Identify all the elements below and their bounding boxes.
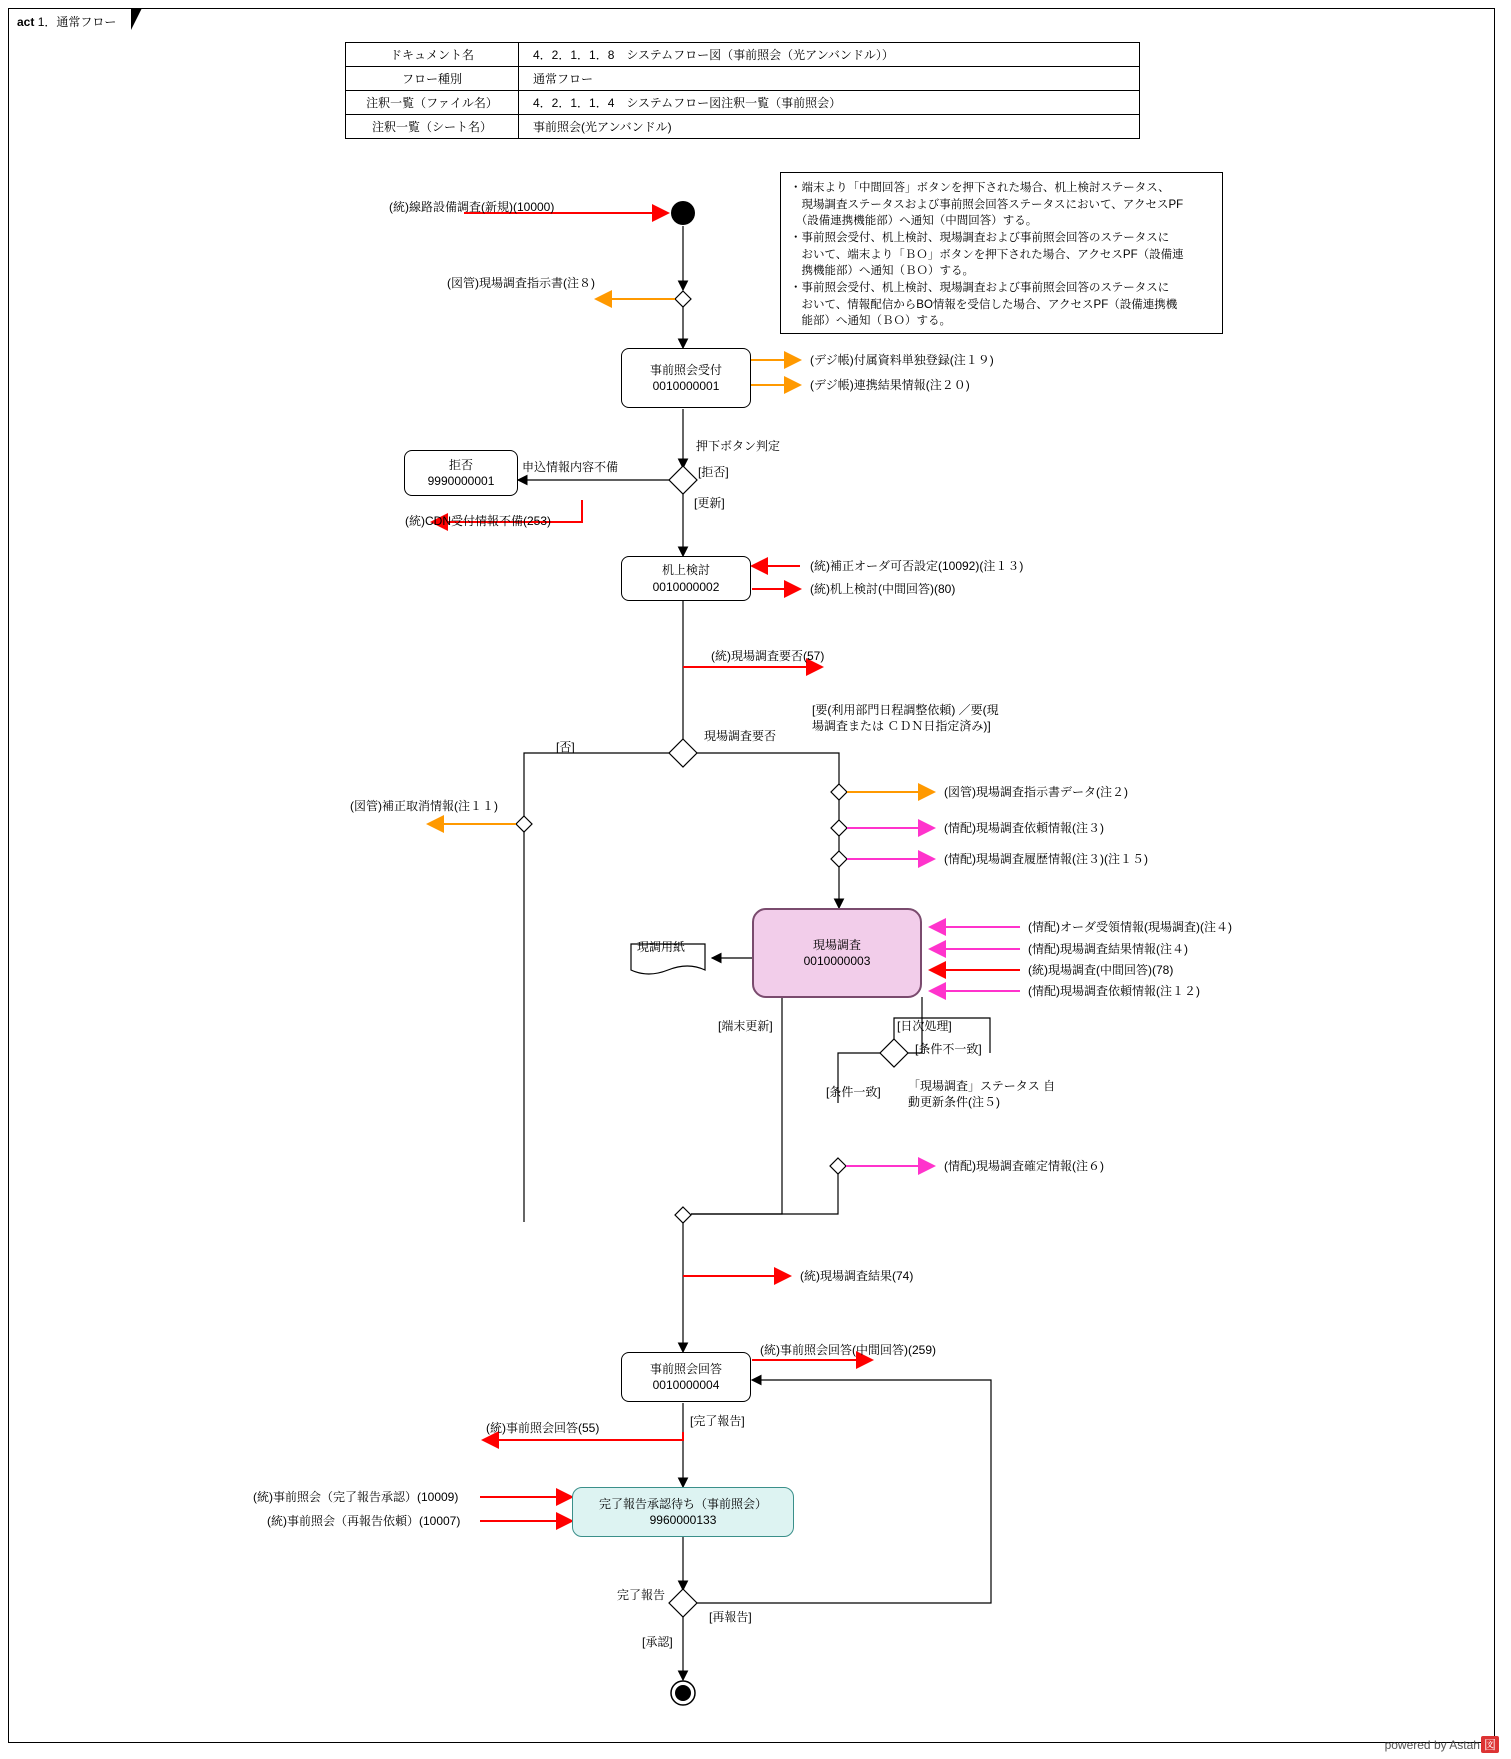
junction-history-info [831, 851, 847, 867]
label-guard-completion-report: [完了報告] [690, 1414, 745, 1428]
decision-auto-update [880, 1039, 908, 1067]
decision-button [669, 466, 697, 494]
state-reject[interactable] [404, 450, 518, 496]
doc-name-key: ドキュメント名 [346, 43, 519, 67]
state-reject-id: 9990000001 [427, 474, 495, 488]
label-re-report-request: (統)事前照会（再報告依頼）(10007) [267, 1514, 461, 1528]
astah-badge: 図 [1481, 1736, 1499, 1753]
label-completion-report: 完了報告 [617, 1588, 666, 1602]
label-pre-answer-55: (統)事前照会回答(55) [486, 1421, 600, 1435]
note-sheet-key: 注釈一覧（シート名） [346, 115, 519, 139]
label-field-result: (統)現場調査結果(74) [800, 1269, 914, 1283]
astah-credit [1385, 1736, 1499, 1753]
label-field-need-decision: 現場調査要否 [704, 729, 777, 743]
junction-confirm-info [830, 1158, 846, 1174]
label-digi-attached: (デジ帳)付属資料単独登録(注１９) [810, 353, 994, 367]
state-acceptance-name: 事前照会受付 [649, 362, 722, 377]
junction-instruction-data [831, 784, 847, 800]
label-guard-reject: [拒否] [698, 465, 729, 479]
state-pre-answer-name: 事前照会回答 [649, 1361, 722, 1376]
state-desk-review[interactable] [621, 556, 751, 601]
label-start-trigger: (統)線路設備調査(新規)(10000) [389, 200, 555, 214]
label-pre-answer-interim: (統)事前照会回答(中間回答)(259) [760, 1343, 936, 1357]
state-completion-wait[interactable] [572, 1487, 794, 1537]
label-cond-mismatch: [条件不一致] [915, 1042, 982, 1056]
state-field-survey-id: 0010000003 [803, 954, 871, 968]
label-instruction-data: (図管)現場調査指示書データ(注２) [944, 785, 1128, 799]
label-drawing-instruction: (図管)現場調査指示書(注８) [447, 276, 595, 290]
label-field-need-signal: (統)現場調査要否(57) [711, 649, 825, 663]
state-acceptance[interactable] [621, 348, 751, 408]
note-file-value: 4．2．1．1．4 システムフロー図注釈一覧（事前照会） [519, 91, 1140, 115]
label-completion-approve: (統)事前照会（完了報告承認）(10009) [253, 1490, 459, 1504]
junction-correction-cancel [516, 816, 532, 832]
note-sheet-value: 事前照会(光アンバンドル) [519, 115, 1140, 139]
note-line: おいて、端末より「ＢＯ」ボタンを押下された場合、アクセスPF（設備連 [790, 248, 1184, 261]
label-desk-interim: (統)机上検討(中間回答)(80) [810, 582, 956, 596]
diagram-tab-prefix: act [17, 15, 35, 29]
label-button-decision: 押下ボタン判定 [696, 439, 781, 453]
label-field-interim: (統)現場調査(中間回答)(78) [1028, 963, 1174, 977]
note-line: おいて、情報配信からBO情報を受信した場合、アクセスPF（設備連携機 [790, 298, 1178, 311]
flow-type-key: フロー種別 [346, 67, 519, 91]
state-field-survey[interactable] [752, 908, 922, 998]
note-file-key: 注釈一覧（ファイル名） [346, 91, 519, 115]
diagram-tab-name: 1．通常フロー [37, 15, 117, 29]
label-history-info: (情配)現場調査履歴情報(注３)(注１５) [944, 852, 1148, 866]
flow-type-value: 通常フロー [519, 67, 1140, 91]
label-guard-no: [否] [556, 740, 575, 754]
label-guard-re-report: [再報告] [709, 1610, 752, 1624]
label-request-info2: (情配)現場調査依頼情報(注１２) [1028, 984, 1200, 998]
diagram-tab[interactable] [8, 8, 148, 36]
junction-request-info [831, 820, 847, 836]
decision-field-survey-need [669, 739, 697, 767]
state-pre-answer-id: 0010000004 [652, 1378, 720, 1392]
label-digi-result: (デジ帳)連携結果情報(注２０) [810, 378, 970, 392]
merge-node [675, 1207, 691, 1223]
label-cdn-incomplete: (統)CDN受付情報不備(253) [405, 514, 552, 528]
state-acceptance-id: 0010000001 [652, 379, 720, 393]
label-apply-incomplete: 申込情報内容不備 [522, 460, 619, 474]
label-request-info: (情配)現場調査依頼情報(注３) [944, 821, 1104, 835]
state-desk-review-id: 0010000002 [652, 579, 720, 594]
label-terminal-update: [端末更新] [718, 1019, 773, 1033]
label-auto-update-cond: 「現場調査」ステータス 自動更新条件(注５) [908, 1079, 1056, 1110]
state-completion-wait-name: 完了報告承認待ち（事前照会） [598, 1496, 767, 1511]
state-field-survey-name: 現場調査 [812, 937, 861, 952]
label-correction-order: (統)補正オーダ可否設定(10092)(注１３) [810, 559, 1024, 573]
label-guard-update: [更新] [694, 496, 725, 510]
note-line: （設備連携機能部）へ通知（中間回答）する。 [790, 215, 1038, 228]
state-completion-wait-id: 9960000133 [649, 1513, 717, 1527]
junction-1 [675, 291, 691, 307]
decision-completion-report [669, 1589, 697, 1617]
doc-name-value: 4．2．1．1．8 システムフロー図（事前照会（光アンバンドル）） [519, 43, 1140, 67]
label-cond-match: [条件一致] [826, 1085, 881, 1099]
document-label: 現調用紙 [637, 940, 686, 954]
state-reject-name: 拒否 [448, 457, 473, 472]
label-guard-yes: [要(利用部門日程調整依頼) ／要(現場調査または ＣＤＮ日指定済み)] [812, 703, 999, 734]
state-desk-review-name: 机上検討 [661, 563, 710, 578]
note-line: ・事前照会受付、机上検討、現場調査および事前照会回答のステータスに [790, 232, 1170, 245]
note-line: ・事前照会受付、机上検討、現場調査および事前照会回答のステータスに [790, 282, 1170, 295]
astah-credit-text: powered by Astah [1384, 1738, 1480, 1752]
label-confirm-info: (情配)現場調査確定情報(注６) [944, 1159, 1104, 1173]
initial-node [671, 201, 695, 225]
label-daily-process: [日次処理] [897, 1019, 952, 1033]
state-pre-answer[interactable] [621, 1352, 751, 1402]
label-order-receipt: (情配)オーダ受領情報(現場調査)(注４) [1028, 920, 1232, 934]
note-line: 現場調査ステータスおよび事前照会回答ステータスにおいて、アクセスPF [790, 198, 1184, 211]
label-correction-cancel: (図管)補正取消情報(注１１) [350, 799, 498, 813]
note-line: 能部）へ通知（ＢＯ）する。 [790, 315, 951, 328]
note-line: 携機能部）へ通知（ＢＯ）する。 [790, 265, 974, 278]
label-guard-approve: [承認] [642, 1635, 673, 1649]
diagram-tab-label [17, 13, 116, 30]
label-result-info: (情配)現場調査結果情報(注４) [1028, 942, 1188, 956]
note-line: ・端末より「中間回答」ボタンを押下された場合、机上検討ステータス、 [790, 182, 1170, 194]
